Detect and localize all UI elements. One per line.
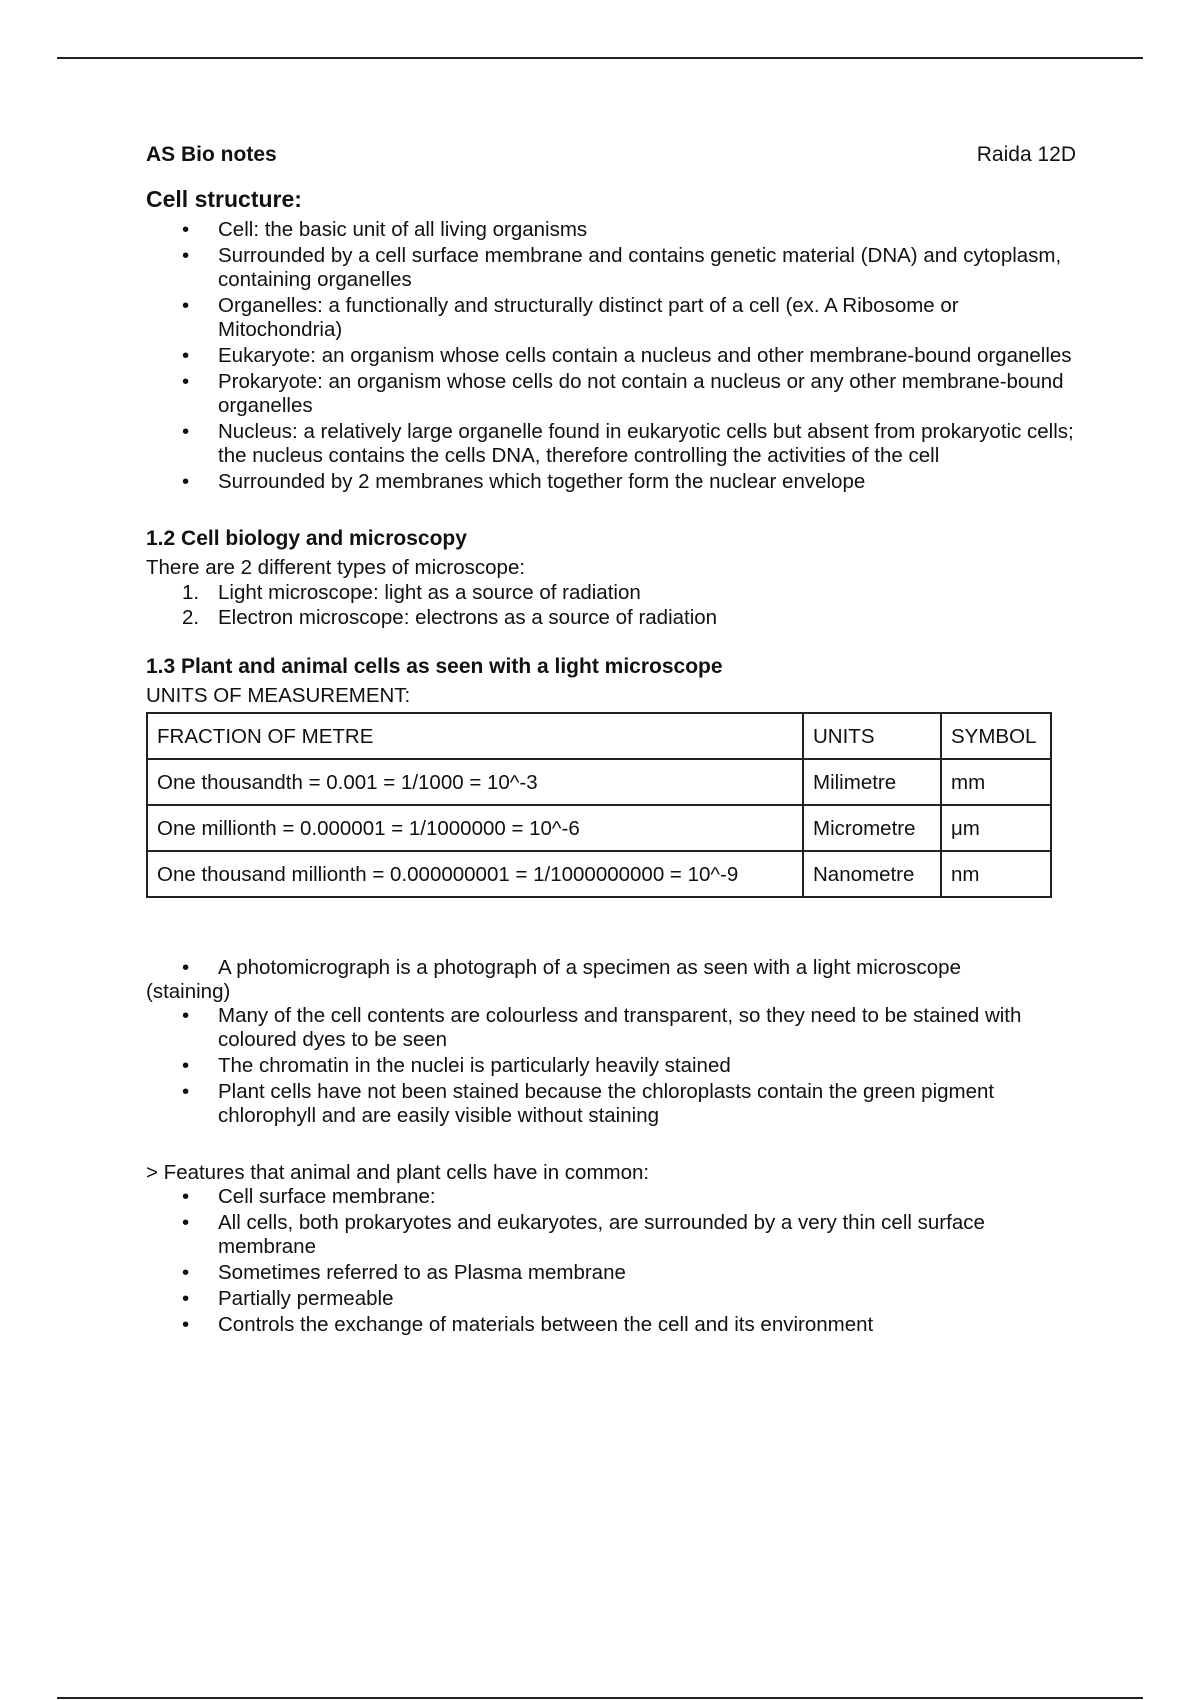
list-number: 2.: [182, 606, 200, 629]
common-features-list: [146, 1185, 1081, 1337]
list-text: Light microscope: light as a source of radiation: [218, 581, 641, 604]
table-row: [147, 805, 1051, 851]
top-rule: [57, 57, 1143, 59]
table-cell: One millionth = 0.000001 = 1/1000000 = 10^-6: [147, 805, 803, 851]
table-header-row: [147, 713, 1051, 759]
bullet-dot: •: [182, 956, 190, 979]
microscope-types-list: [146, 580, 1081, 630]
table-row: [147, 851, 1051, 897]
cell-structure-heading: Cell structure:: [146, 186, 302, 212]
units-label: UNITS OF MEASUREMENT:: [146, 684, 411, 707]
list-item: • Nucleus: a relatively large organelle found in eukaryotic cells but absent from prokaryotic cells; the nucleus contains the cells DNA, therefore controlling the activities of the cell: [218, 420, 1081, 468]
table-header-cell: SYMBOL: [941, 713, 1051, 759]
list-item: • Prokaryote: an organism whose cells do not contain a nucleus or any other membrane-bound organelles: [218, 370, 1081, 418]
list-item: [182, 580, 1081, 605]
cell-structure-list: [146, 218, 1081, 494]
table-cell: nm: [941, 851, 1051, 897]
table-header-cell: UNITS: [803, 713, 941, 759]
author-label: Raida 12D: [976, 143, 1076, 166]
staining-label: (staining): [146, 980, 231, 1003]
list-item: • Cell: the basic unit of all living organisms: [218, 218, 1081, 242]
list-number: 1.: [182, 581, 200, 604]
table-cell: One thousandth = 0.001 = 1/1000 = 10^-3: [147, 759, 803, 805]
list-item: • All cells, both prokaryotes and eukaryotes, are surrounded by a very thin cell surface membrane: [218, 1211, 1081, 1259]
document-title: AS Bio notes: [146, 143, 277, 166]
list-item: • Many of the cell contents are colourless and transparent, so they need to be stained with coloured dyes to be seen: [218, 1004, 1081, 1052]
table-cell: Milimetre: [803, 759, 941, 805]
plant-animal-heading: 1.3 Plant and animal cells as seen with a light microscope: [146, 655, 723, 678]
table-cell: Nanometre: [803, 851, 941, 897]
table-cell: One thousand millionth = 0.000000001 = 1/1000000000 = 10^-9: [147, 851, 803, 897]
microscopy-heading: 1.2 Cell biology and microscopy: [146, 527, 467, 550]
list-item: • Eukaryote: an organism whose cells contain a nucleus and other membrane-bound organelles: [218, 344, 1081, 368]
list-item: • Surrounded by 2 membranes which together form the nuclear envelope: [218, 470, 1081, 494]
list-item: • Partially permeable: [218, 1287, 1081, 1311]
staining-list: [146, 1004, 1081, 1128]
list-item: • Cell surface membrane:: [218, 1185, 1081, 1209]
units-table: [146, 712, 1052, 898]
photomicrograph-bullet: [146, 956, 1081, 980]
list-item: • Controls the exchange of materials between the cell and its environment: [218, 1313, 1081, 1337]
document-header: [146, 142, 1081, 167]
list-item: • Surrounded by a cell surface membrane and contains genetic material (DNA) and cytoplasm, containing organelles: [218, 244, 1081, 292]
list-item: • Sometimes referred to as Plasma membrane: [218, 1261, 1081, 1285]
common-features-intro: > Features that animal and plant cells have in common:: [146, 1161, 650, 1184]
list-item: • Plant cells have not been stained because the chloroplasts contain the green pigment chlorophyll and are easily visible without staining: [218, 1080, 1081, 1128]
table-header-cell: FRACTION OF METRE: [147, 713, 803, 759]
photomicrograph-text: A photomicrograph is a photograph of a specimen as seen with a light microscope: [218, 956, 961, 979]
microscopy-intro: There are 2 different types of microscope:: [146, 556, 526, 579]
table-cell: mm: [941, 759, 1051, 805]
list-text: Electron microscope: electrons as a source of radiation: [218, 606, 718, 629]
table-cell: μm: [941, 805, 1051, 851]
table-cell: Micrometre: [803, 805, 941, 851]
document-page: [146, 142, 1081, 1339]
list-item: • The chromatin in the nuclei is particularly heavily stained: [218, 1054, 1081, 1078]
bottom-rule: [57, 1697, 1143, 1699]
list-item: [182, 605, 1081, 630]
table-row: [147, 759, 1051, 805]
list-item: • Organelles: a functionally and structurally distinct part of a cell (ex. A Ribosome or Mitochondria): [218, 294, 1081, 342]
